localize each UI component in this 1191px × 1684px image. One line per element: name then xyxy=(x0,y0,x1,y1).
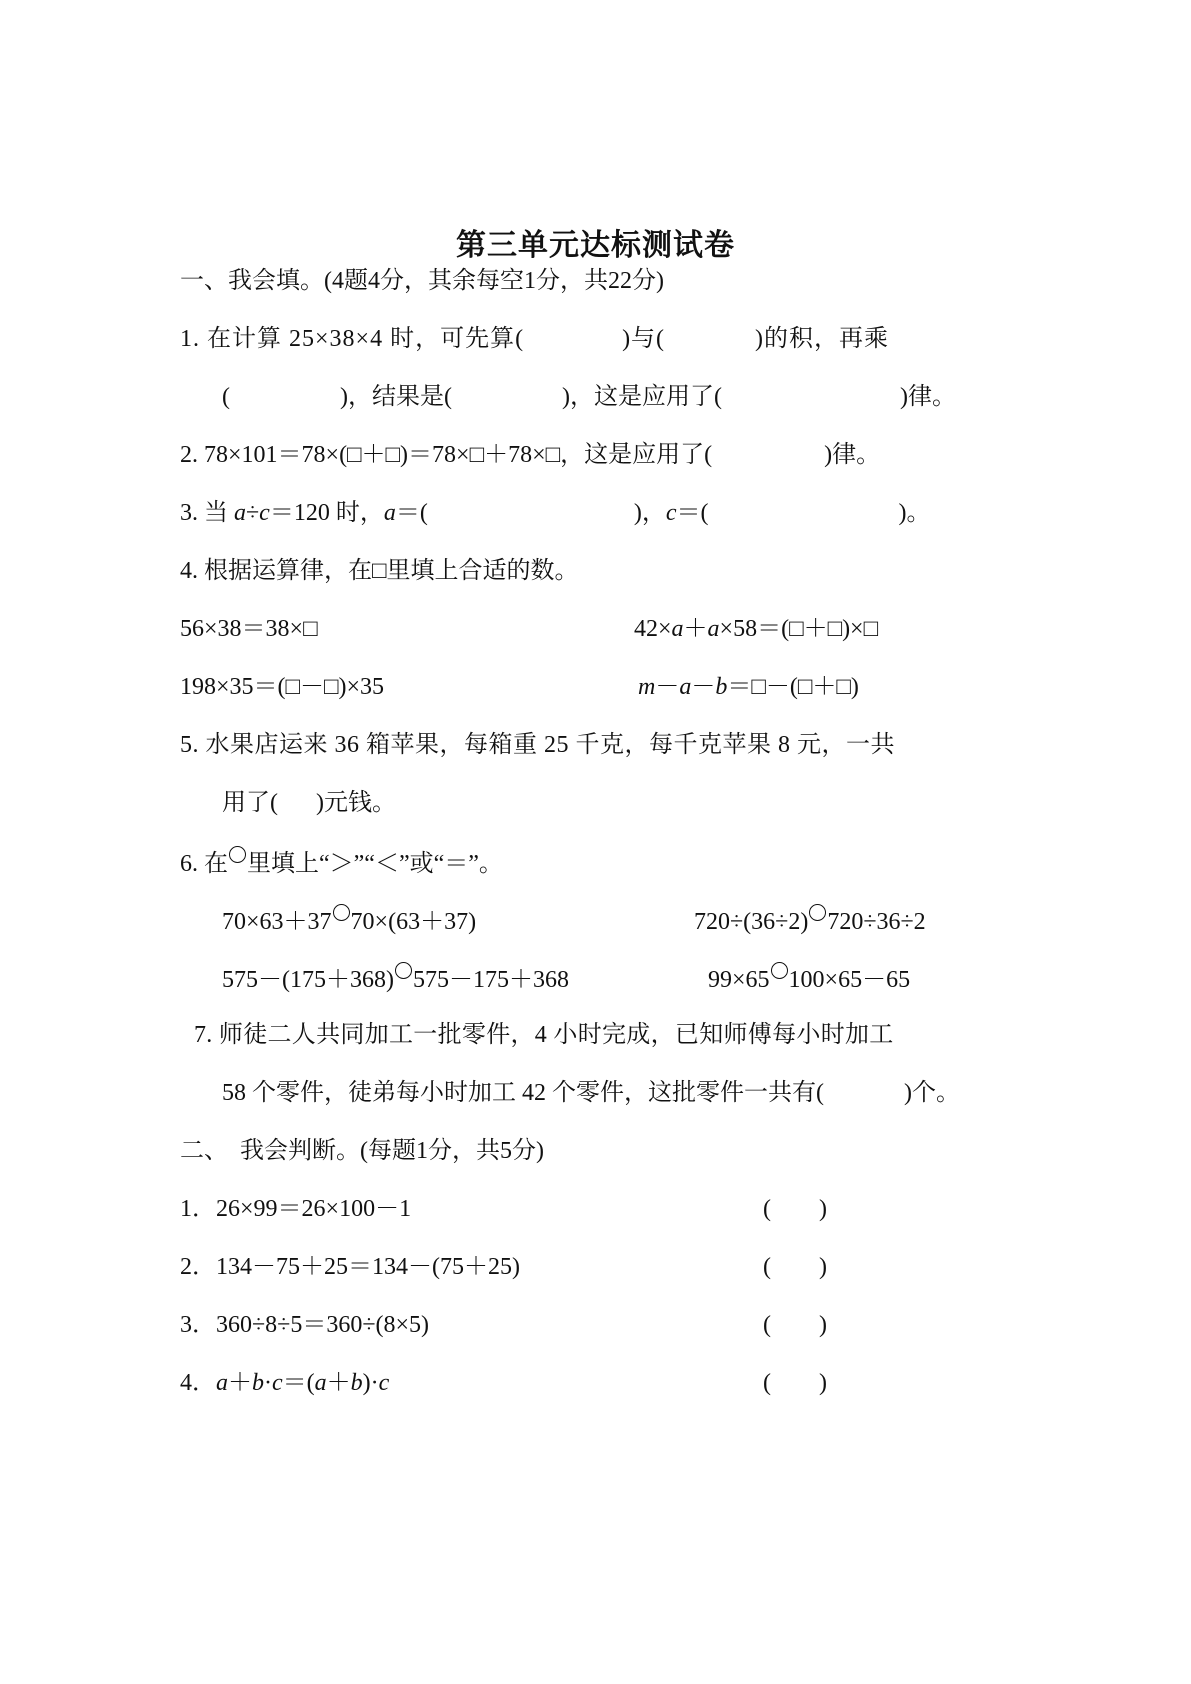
judge-item-label: 3．360÷8÷5＝360÷(8×5) xyxy=(180,1312,430,1338)
q6-item: 70×63＋37 70×(63＋37) xyxy=(222,904,476,937)
q4-item[interactable]: 42×a＋a×58＝(□＋□)×□ xyxy=(634,616,879,642)
q6-item: 99×65 100×65－65 xyxy=(708,962,910,995)
q5-line2: 用了( )元钱。 xyxy=(222,790,396,816)
q5-line1: 5. 水果店运来 36 箱苹果，每箱重 25 千克，每千克苹果 8 元，一共 xyxy=(180,732,895,758)
compare-circle[interactable] xyxy=(809,904,826,921)
q7-line2: 58 个零件，徒弟每小时加工 42 个零件，这批零件一共有( )个。 xyxy=(222,1080,960,1106)
q4-prompt: 4. 根据运算律，在□里填上合适的数。 xyxy=(180,558,579,584)
q6-item: 720÷(36÷2) 720÷36÷2 xyxy=(694,904,926,937)
q4-item[interactable]: 56×38＝38×□ xyxy=(180,616,318,642)
page-title: 第三单元达标测试卷 xyxy=(456,229,735,262)
judge-item-label: 2．134－75＋25＝134－(75＋25) xyxy=(180,1254,520,1280)
judge-item-label: 1．26×99＝26×100－1 xyxy=(180,1196,412,1222)
q1-line2: ( )，结果是( )，这是应用了( )律。 xyxy=(222,384,956,410)
compare-circle[interactable] xyxy=(771,962,788,979)
compare-circle[interactable] xyxy=(395,962,412,979)
judge-item-label: 4．a＋b·c＝(a＋b)·c xyxy=(180,1370,390,1396)
q2-line: 2. 78×101＝78×(□＋□)＝78×□＋78×□，这是应用了( )律。 xyxy=(180,442,881,468)
q7-line1: 7. 师徒二人共同加工一批零件，4 小时完成，已知师傅每小时加工 xyxy=(194,1022,894,1048)
q3-line: 3. 当 a÷c＝120 时，a＝( )，c＝( )。 xyxy=(180,500,931,526)
q4-item[interactable]: 198×35＝(□－□)×35 xyxy=(180,674,385,700)
compare-circle[interactable] xyxy=(333,904,350,921)
section2-heading: 二、 我会判断。(每题1分，共5分) xyxy=(180,1138,544,1164)
judge-answer-box[interactable]: ( ) xyxy=(763,1370,827,1396)
q1-line1: 1. 在计算 25×38×4 时，可先算( )与( )的积，再乘 xyxy=(180,326,890,352)
circle-icon xyxy=(229,846,246,863)
q4-item[interactable]: m－a－b＝□－(□＋□) xyxy=(638,674,859,700)
judge-answer-box[interactable]: ( ) xyxy=(763,1196,827,1222)
q6-prompt: 6. 在 里填上“＞”“＜”或“＝”。 xyxy=(180,846,503,879)
judge-answer-box[interactable]: ( ) xyxy=(763,1254,827,1280)
section1-heading: 一、我会填。(4题4分，其余每空1分，共22分) xyxy=(180,268,664,294)
judge-answer-box[interactable]: ( ) xyxy=(763,1312,827,1338)
q6-item: 575－(175＋368) 575－175＋368 xyxy=(222,962,569,995)
